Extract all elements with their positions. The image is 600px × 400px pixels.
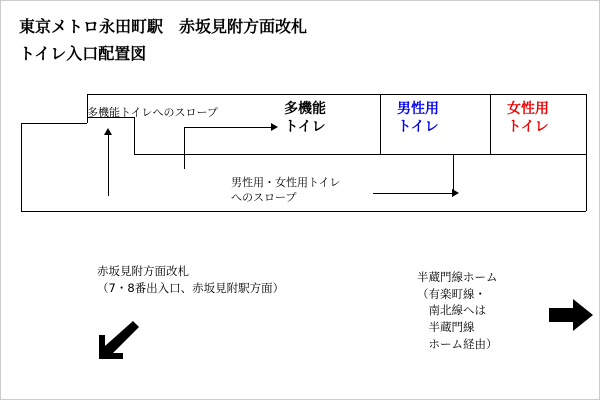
annotation-slope-to-multi-toilet: 多機能トイレへのスロープ [87,106,218,119]
room-label-female-toilet: 女性用 トイレ [507,101,549,135]
wall-right [586,94,587,154]
corridor-top-left-wall [21,123,87,124]
slope-multi-arrowhead-icon [271,123,278,131]
caption-hanzomon-line-platform: 半蔵門線ホーム （有楽町線・ 南北線へは 半蔵門線 ホーム経由） [417,270,498,351]
room-label-multi-purpose-toilet: 多機能 トイレ [284,101,326,135]
slope-mf-path [373,193,453,194]
wall-divider-multi-male [380,94,381,154]
caption-akasakamitsuke-gate: 赤坂見附方面改札 （7・8番出入口、赤坂見附駅方面） [97,264,285,295]
wall-top [87,94,586,95]
right-arrow-icon [549,297,593,333]
slope-mf-path-vertical [453,154,454,193]
corridor-up-arrowhead-icon [104,128,112,135]
page-title-line2: トイレ入口配置図 [19,44,147,63]
corridor-right-wall [586,154,587,211]
slope-multi-path-vertical [184,127,185,169]
annotation-slope-to-male-female-toilet: 男性用・女性用トイレ へのスロープ [231,176,341,204]
page-title-line1: 東京メトロ永田町駅 赤坂見附方面改札 [19,17,308,36]
wall-divider-corridor [134,117,135,154]
corridor-bottom-wall [21,211,586,212]
toilet-layout-diagram [1,86,600,231]
corridor-left-wall [21,123,22,211]
corridor-up-path [108,134,109,196]
wall-rooms-bottom [134,154,586,155]
wall-divider-male-female [490,94,491,154]
down-left-arrow-icon [97,319,141,359]
slope-multi-path [184,127,272,128]
room-label-male-toilet: 男性用 トイレ [397,101,439,135]
